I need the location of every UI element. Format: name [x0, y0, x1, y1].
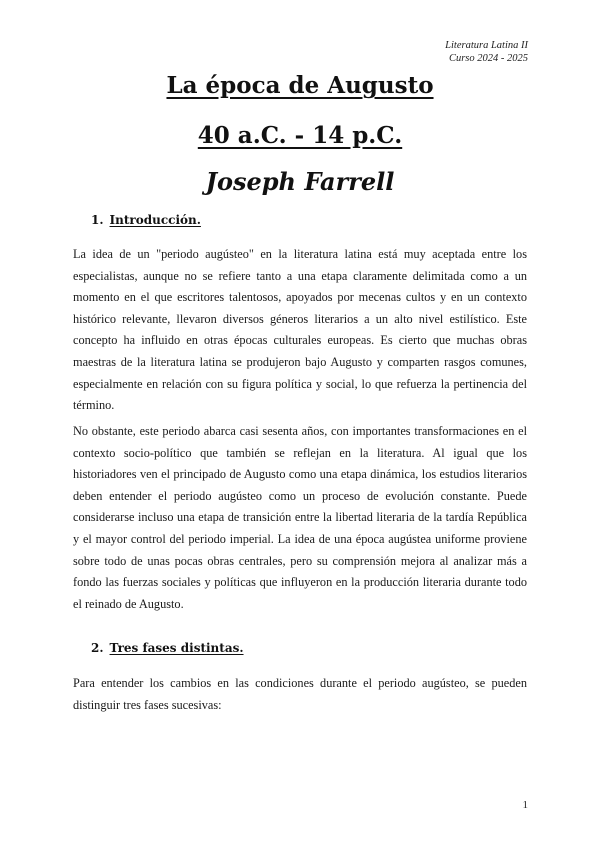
paragraph: No obstante, este periodo abarca casi sesenta años, con importantes transformaciones en el contexto socio-político que también se reflejan en la literatura. Al igual que los historiadores ven el principado de Augusto como una etapa dinámica, los estudios literarios deben entender el periodo augústeo como un proceso de evolución constante. Puede considerarse incluso una etapa de transición entre la libertad literaria de la tardía República y el mayor control del periodo imperial. La idea de una época augústea uniforme proviene sobre todo de unas pocas obras centrales, pero su comprensión mejora al analizar más a fondo las fuerzas sociales y políticas que influyeron en la producción literaria durante todo el reinado de Augusto.: [73, 424, 527, 611]
paragraph: Para entender los cambios en las condiciones durante el periodo augústeo, se pueden distinguir tres fases sucesivas:: [73, 676, 527, 712]
header-year: Curso 2024 - 2025: [448, 53, 528, 64]
section-label: Introducción.: [109, 213, 201, 227]
document-title: La época de Augusto: [166, 72, 434, 99]
running-header: [445, 39, 528, 65]
section-label: Tres fases distintas.: [109, 641, 244, 655]
paragraph: La idea de un "periodo augústeo" en la literatura latina está muy aceptada entre los especialistas, aunque no se refiere tanto a una etapa claramente delimitada como a un momento en el que escritores talentosos, apoyados por mecenas cultos y en un contexto histórico relevante, llevaron diversos géneros literarios a un alto nivel estilístico. Este concepto ha influido en otras épocas culturales europeas. Es cierto que muchas obras maestras de la literatura latina se produjeron bajo Augusto y comparten rasgos comunes, especialmente en relación con su figura política y social, lo que refuerza la pertinencia del término.: [73, 247, 527, 413]
document-date-range: 40 a.C. - 14 p.C.: [197, 122, 403, 149]
document-author: Joseph Farrell: [205, 167, 395, 196]
header-course: Literatura Latina II: [445, 40, 528, 51]
section-heading-tres-fases: [91, 641, 244, 655]
page-number: 1: [522, 799, 528, 811]
section-number: 1.: [91, 213, 104, 227]
section-heading-introduccion: [91, 213, 201, 227]
section-number: 2.: [91, 641, 104, 655]
